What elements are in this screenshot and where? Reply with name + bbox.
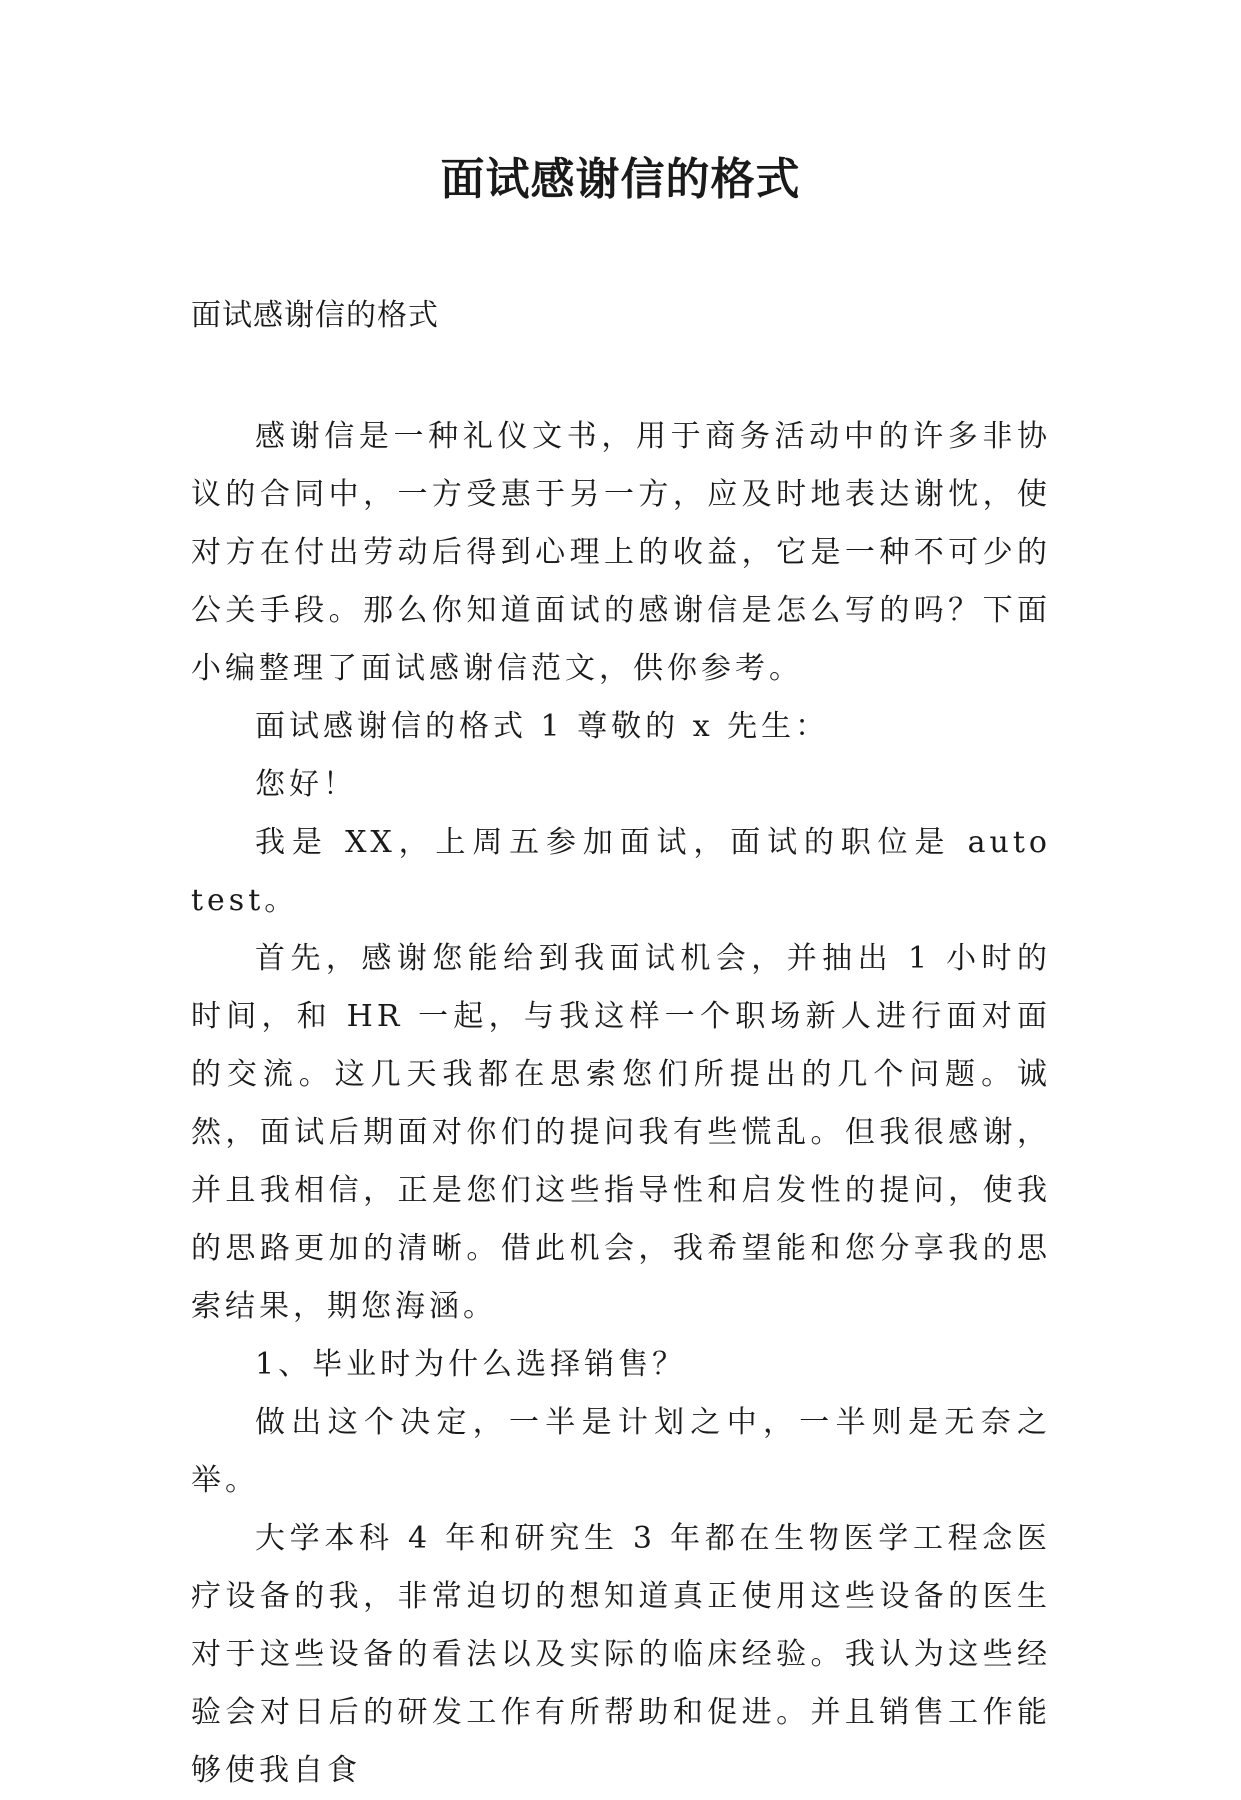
paragraph-salutation: 面试感谢信的格式 1 尊敬的 x 先生： [255, 709, 830, 744]
paragraph-thanks: 首先，感谢您能给到我面试机会，并抽出 1 小时的时间，和 HR 一起，与我这样一个职场新人进行面对面的交流。这几天我都在思索您们所提出的几个问题。诚然，面试后期面对你们的提问我有些慌乱。但我很感谢，并且我相信，正是您们这些指导性和启发性的提问，使我的思路更加的清晰。借此机会，我希望能和您分享我的思索结果，期您海涵。 [191, 941, 1051, 1324]
paragraph-answer-1: 做出这个决定，一半是计划之中，一半则是无奈之举。 [191, 1405, 1051, 1498]
paragraph-self-intro: 我是 XX，上周五参加面试，面试的职位是 auto test。 [191, 825, 1051, 918]
paragraph-greeting: 您好！ [255, 767, 357, 802]
paragraph-question-1: 1、毕业时为什么选择销售？ [255, 1347, 687, 1382]
paragraph-intro: 感谢信是一种礼仪文书，用于商务活动中的许多非协议的合同中，一方受惠于另一方，应及时地表达谢忱，使对方在付出劳动后得到心理上的收益，它是一种不可少的公关手段。那么你知道面试的感谢信是怎么写的吗？下面小编整理了面试感谢信范文，供你参考。 [191, 419, 1051, 686]
paragraph-answer-1-detail: 大学本科 4 年和研究生 3 年都在生物医学工程念医疗设备的我，非常迫切的想知道真正使用这些设备的医生对于这些设备的看法以及实际的临床经验。我认为这些经验会对日后的研发工作有所帮助和促进。并且销售工作能够使我自食 [191, 1521, 1051, 1788]
document-body [191, 408, 1051, 1800]
document-title: 面试感谢信的格式 [440, 154, 801, 205]
document-subtitle: 面试感谢信的格式 [191, 298, 439, 333]
